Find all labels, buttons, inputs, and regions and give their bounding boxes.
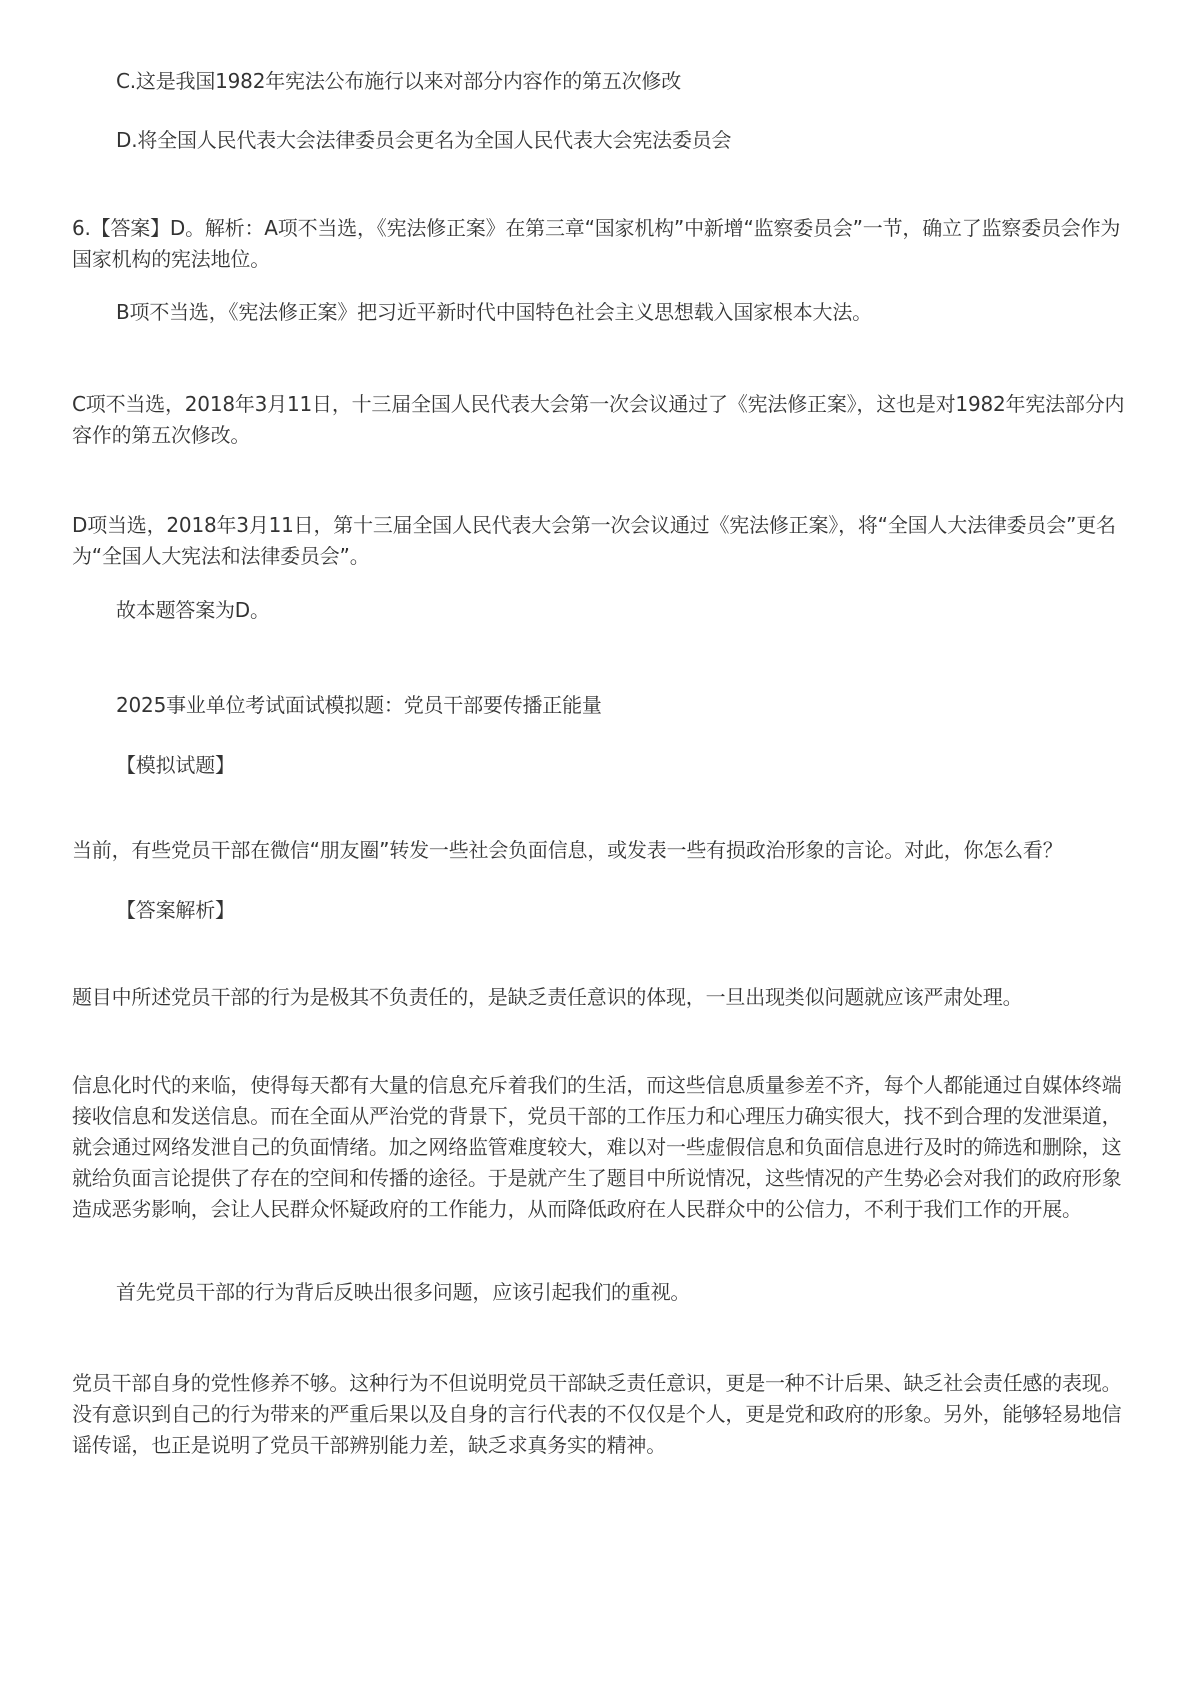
answer-paragraph-1: 题目中所述党员干部的行为是极其不负责任的，是缺乏责任意识的体现，一旦出现类似问题就应该严肃处理。 — [72, 985, 1023, 1009]
analysis-b-text: B项不当选，《宪法修正案》把习近平新时代中国特色社会主义思想载入国家根本大法。 — [116, 300, 872, 324]
answer-paragraph-3: 首先党员干部的行为背后反映出很多问题，应该引起我们的重视。 — [116, 1280, 691, 1304]
option-d-text: D.将全国人民代表大会法律委员会更名为全国人民代表大会宪法委员会 — [116, 128, 732, 152]
analysis-d-text: D项当选，2018年3月11日，第十三届全国人民代表大会第一次会议通过《宪法修正案》，将“全国人大法律委员会”更名为“全国人大宪法和法律委员会”。 — [72, 513, 1116, 568]
section-title: 2025事业单位考试面试模拟题：党员干部要传播正能量 — [116, 693, 602, 717]
answer-paragraph-2: 信息化时代的来临，使得每天都有大量的信息充斥着我们的生活，而这些信息质量参差不齐，每个人都能通过自媒体终端接收信息和发送信息。而在全面从严治党的背景下，党员干部的工作压力和心理压力确实很大，找不到合理的发泄渠道，就会通过网络发泄自己的负面情绪。加之网络监管难度较大，难以对一些虚假信息和负面信息进行及时的筛选和删除，这就给负面言论提供了存在的空间和传播的途径。于是就产生了题目中所说情况，这些情况的产生势必会对我们的政府形象造成恶劣影响，会让人民群众怀疑政府的工作能力，从而降低政府在人民群众中的公信力，不利于我们工作的开展。 — [72, 1073, 1122, 1221]
option-c-text: C.这是我国1982年宪法公布施行以来对部分内容作的第五次修改 — [116, 69, 682, 93]
answer-6-text: 6.【答案】D。解析：A项不当选，《宪法修正案》在第三章“国家机构”中新增“监察委员会”一节，确立了监察委员会作为国家机构的宪法地位。 — [72, 216, 1121, 271]
answer-paragraph-4: 党员干部自身的党性修养不够。这种行为不但说明党员干部缺乏责任意识，更是一种不计后果、缺乏社会责任感的表现。没有意识到自己的行为带来的严重后果以及自身的言行代表的不仅仅是个人，更是党和政府的形象。另外，能够轻易地信谣传谣，也正是说明了党员干部辨别能力差，缺乏求真务实的精神。 — [72, 1371, 1122, 1457]
question-text: 当前，有些党员干部在微信“朋友圈”转发一些社会负面信息，或发表一些有损政治形象的言论。对此，你怎么看？ — [72, 838, 1063, 862]
conclusion-text: 故本题答案为D。 — [116, 598, 270, 622]
answer-analysis-heading: 【答案解析】 — [116, 898, 235, 922]
mock-question-heading: 【模拟试题】 — [116, 753, 235, 777]
analysis-c-text: C项不当选，2018年3月11日，十三届全国人民代表大会第一次会议通过了《宪法修正案》，这也是对1982年宪法部分内容作的第五次修改。 — [72, 392, 1125, 447]
